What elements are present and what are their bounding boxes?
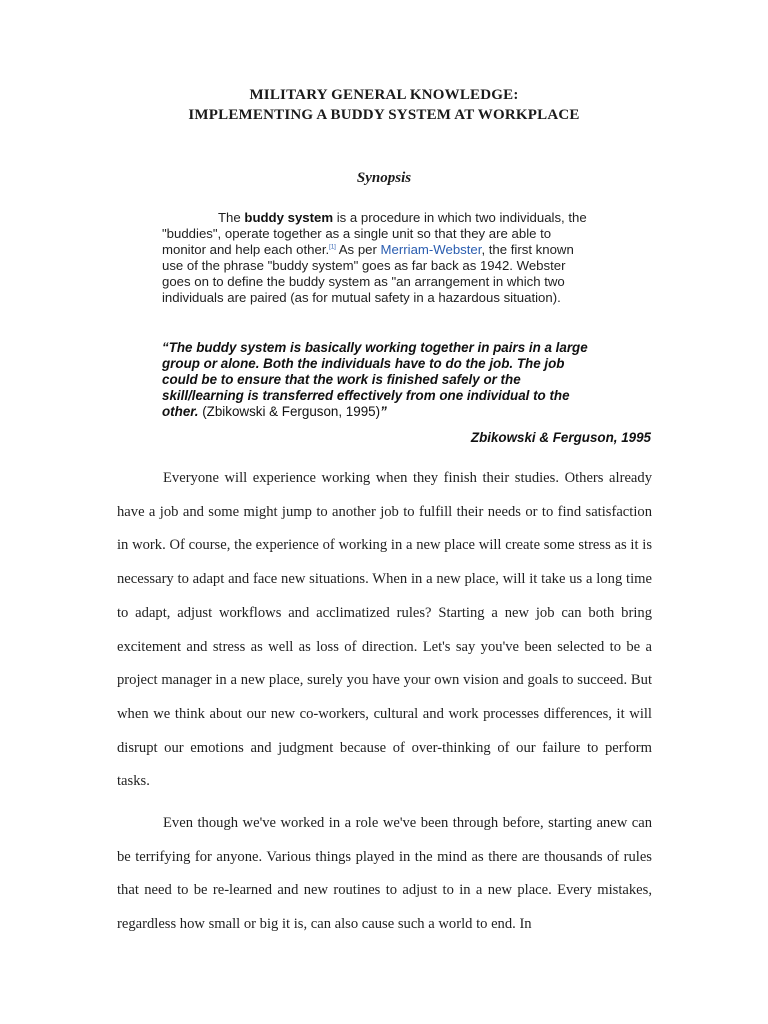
- synopsis-definition: [162, 210, 594, 306]
- body-paragraph-2: [117, 807, 652, 942]
- definition-text-2: As per: [335, 242, 381, 257]
- buddy-system-quote: [162, 340, 594, 420]
- definition-text-3: , the first known use of the phrase "buddy system" goes as far back as 1942. Webster goes on to define the buddy system as "an arrangement in which two individuals are paired (as for mutual safety in a hazardous situation).: [162, 242, 574, 305]
- document-title-line-1: MILITARY GENERAL KNOWLEDGE:: [249, 87, 519, 103]
- merriam-webster-link[interactable]: Merriam-Webster: [380, 242, 482, 257]
- definition-prefix: The: [218, 210, 245, 225]
- body-paragraph-1: [117, 462, 652, 799]
- footnote-link[interactable]: [1]: [329, 244, 336, 251]
- definition-text-1: is a procedure in which two individuals, the "buddies", operate together as a single unit so that they are able to monitor and help each other.: [162, 210, 587, 257]
- synopsis-heading: Synopsis: [356, 170, 412, 186]
- quote-attribution: Zbikowski & Ferguson, 1995: [470, 430, 651, 445]
- quote-close-mark: ”: [380, 404, 387, 419]
- quote-text: The buddy system is basically working together in pairs in a large group or alone. Both the individuals have to do the job. The job could be to ensure that the work is finished safely or the skill/learning is transferred effectively from one individual to the other.: [162, 340, 588, 419]
- document-title-line-2: IMPLEMENTING A BUDDY SYSTEM AT WORKPLACE: [188, 107, 580, 123]
- body-paragraph-2-text: Even though we've worked in a role we've been through before, starting anew can be terrifying for anyone. Various things played in the mind as there are thousands of rules that need to be re-learned and new routines to adjust to in a new place. Every mistakes, regardless how small or big it is, can also cause such a world to end. In: [117, 815, 652, 933]
- definition-term: buddy system: [244, 210, 334, 225]
- body-paragraph-1-text: Everyone will experience working when they finish their studies. Others already have a job and some might jump to another job to fulfill their needs or to find satisfaction in work. Of course, the experience of working in a new place will create some stress as it is necessary to adapt and face new situations. When in a new place, will it take us a long time to adapt, adjust workflows and acclimatized rules? Starting a new job can both bring excitement and stress as well as loss of direction. Let's say you've been selected to be a project manager in a new place, surely you have your own vision and goals to succeed. But when we think about our new co-workers, cultural and work processes differences, it will disrupt our emotions and judgment because of over-thinking of our failure to perform tasks.: [117, 470, 652, 790]
- quote-citation: (Zbikowski & Ferguson, 1995): [198, 404, 381, 419]
- quote-open-mark: “: [162, 340, 169, 355]
